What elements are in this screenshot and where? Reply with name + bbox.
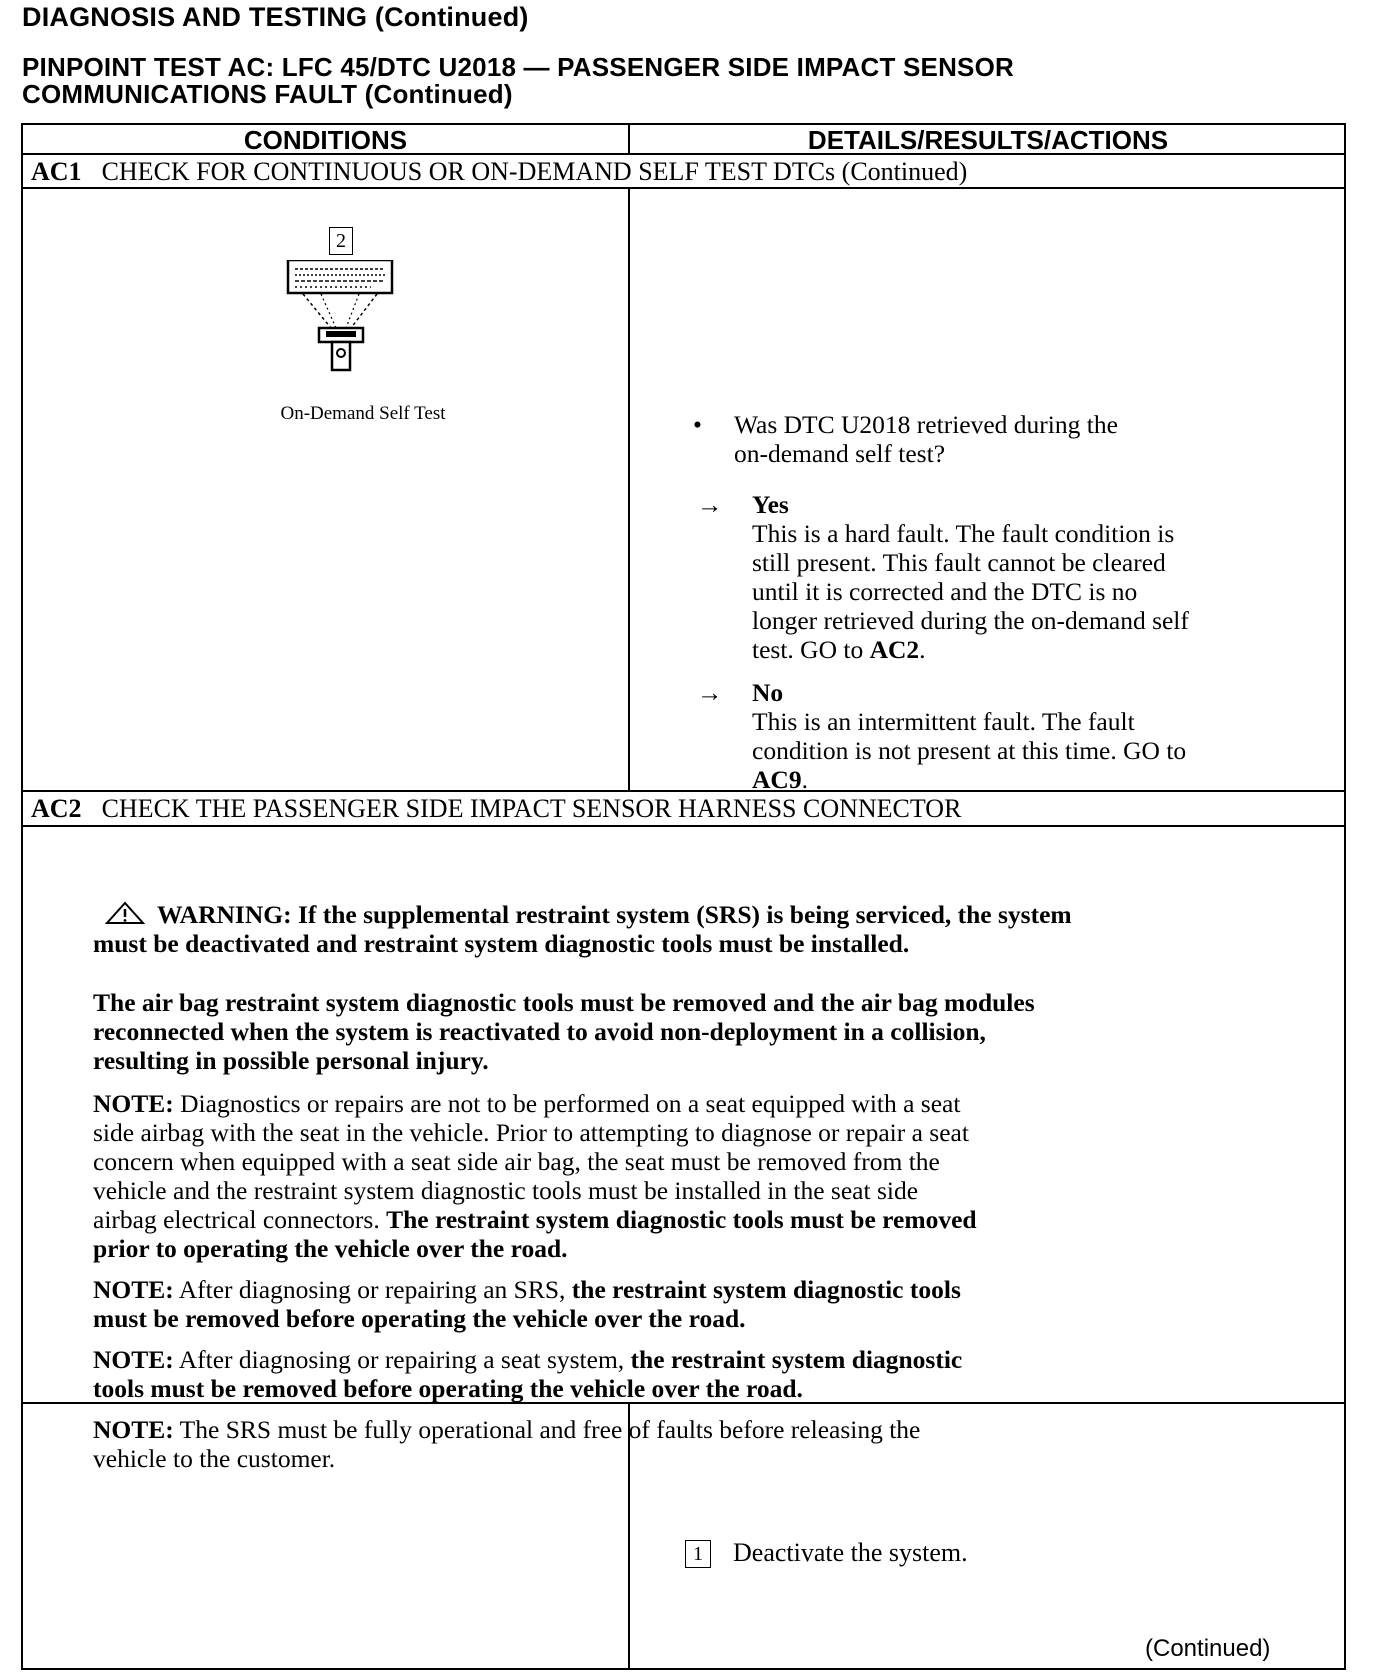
note4-line2: vehicle to the customer. xyxy=(93,1444,336,1473)
warning-triangle-icon xyxy=(105,901,145,925)
warning-paragraph-1 xyxy=(93,900,1303,958)
note1-line2: side airbag with the seat in the vehicle. Prior to attempting to diagnose or repair a seat xyxy=(93,1118,969,1147)
deactivate-step-text: Deactivate the system. xyxy=(733,1538,968,1567)
ac2-title-divider xyxy=(23,825,1344,827)
note4-line1: The SRS must be fully operational and free of faults before releasing the xyxy=(173,1415,921,1444)
note-label: NOTE: xyxy=(93,1275,174,1304)
bullet-icon: • xyxy=(693,410,702,439)
yes-line5-end: . xyxy=(919,635,926,664)
yes-line5 xyxy=(752,635,1189,664)
connection-line xyxy=(346,294,359,328)
ac1-step-title xyxy=(31,157,967,187)
ac1-question-line1: Was DTC U2018 retrieved during the xyxy=(734,410,1118,439)
note-3 xyxy=(93,1345,1303,1403)
note3-text: After diagnosing or repairing a seat system, xyxy=(173,1345,631,1374)
note2-bold-line1: the restraint system diagnostic tools xyxy=(571,1275,961,1304)
ac2-step-title-text: CHECK THE PASSENGER SIDE IMPACT SENSOR HARNESS CONNECTOR xyxy=(101,794,962,823)
warning2-line2: reconnected when the system is reactivated to avoid non-deployment in a collision, xyxy=(93,1017,986,1046)
note-2 xyxy=(93,1275,1303,1333)
pinpoint-test-title-line2: COMMUNICATIONS FAULT (Continued) xyxy=(22,79,513,109)
scan-tool-screen xyxy=(288,260,392,293)
no-goto-link[interactable]: AC9 xyxy=(752,765,802,794)
yes-line3: until it is corrected and the DTC is no xyxy=(752,577,1138,606)
warning-paragraph-2 xyxy=(93,988,1303,1075)
arrow-right-icon: → xyxy=(697,678,723,707)
warning2-line1: The air bag restraint system diagnostic tools must be removed and the air bag modules xyxy=(93,988,1035,1017)
yes-line1: This is a hard fault. The fault condition is xyxy=(752,519,1175,548)
conditions-column-header: CONDITIONS xyxy=(243,125,408,155)
note-label: NOTE: xyxy=(93,1345,174,1374)
callout-number-2: 2 xyxy=(329,227,353,255)
connection-line xyxy=(321,294,336,328)
scan-tool-button xyxy=(337,349,345,357)
no-line3 xyxy=(752,765,1186,794)
figure-caption: On-Demand Self Test xyxy=(280,403,446,424)
no-line2: condition is not present at this time. GO to xyxy=(752,736,1187,765)
note-label: NOTE: xyxy=(93,1415,174,1444)
ac1-step-title-text: CHECK FOR CONTINUOUS OR ON-DEMAND SELF TEST DTCs (Continued) xyxy=(101,157,968,186)
connection-line xyxy=(351,294,377,328)
warning2-line3: resulting in possible personal injury. xyxy=(93,1046,489,1075)
no-line1: This is an intermittent fault. The fault xyxy=(752,707,1135,736)
yes-line2: still present. This fault cannot be cleared xyxy=(752,548,1166,577)
note-1 xyxy=(93,1089,1303,1263)
scan-tool-display xyxy=(326,331,356,337)
ac2-step-title xyxy=(31,794,961,824)
warning-line1: WARNING: If the supplemental restraint system (SRS) is being serviced, the system xyxy=(157,900,1072,929)
ac2-step-code: AC2 xyxy=(31,794,82,823)
note1-bold-line6: prior to operating the vehicle over the road. xyxy=(93,1234,568,1263)
yes-line4: longer retrieved during the on-demand self xyxy=(752,606,1189,635)
connection-line xyxy=(303,294,331,328)
no-label: No xyxy=(752,678,784,707)
yes-label: Yes xyxy=(752,490,789,519)
yes-goto-link[interactable]: AC2 xyxy=(869,635,920,664)
arrow-right-icon: → xyxy=(697,490,723,519)
note1-line5: airbag electrical connectors. xyxy=(93,1205,387,1234)
pinpoint-test-title-line1: PINPOINT TEST AC: LFC 45/DTC U2018 — PASSENGER SIDE IMPACT SENSOR xyxy=(22,52,1014,82)
warning-line2: must be deactivated and restraint system diagnostic tools must be installed. xyxy=(93,929,910,958)
note1-line1: Diagnostics or repairs are not to be performed on a seat equipped with a seat xyxy=(173,1089,961,1118)
note-label: NOTE: xyxy=(93,1089,174,1118)
note1-line3: concern when equipped with a seat side air bag, the seat must be removed from the xyxy=(93,1147,940,1176)
note3-bold-line2: tools must be removed before operating the vehicle over the road. xyxy=(93,1374,803,1403)
note2-text: After diagnosing or repairing an SRS, xyxy=(173,1275,572,1304)
note2-bold-line2: must be removed before operating the vehicle over the road. xyxy=(93,1304,746,1333)
ac2-warnings-notes xyxy=(93,900,1303,1485)
page-heading: DIAGNOSIS AND TESTING (Continued) xyxy=(22,2,529,32)
no-line3-end: . xyxy=(801,765,808,794)
pinpoint-test-title xyxy=(22,54,1014,108)
ac1-column-divider xyxy=(628,187,630,790)
scan-tool-icon xyxy=(281,260,401,380)
yes-line5-text: test. GO to xyxy=(752,635,870,664)
ac1-title-divider xyxy=(23,187,1344,189)
details-column-header: DETAILS/RESULTS/ACTIONS xyxy=(807,125,1169,155)
note1-bold-line5: The restraint system diagnostic tools must be removed xyxy=(386,1205,977,1234)
note3-bold-line1: the restraint system diagnostic xyxy=(630,1345,963,1374)
note-4 xyxy=(93,1415,1303,1473)
ac1-step-code: AC1 xyxy=(31,157,82,186)
ac1-question-line2: on-demand self test? xyxy=(734,439,946,468)
continued-footer: (Continued) xyxy=(1145,1635,1271,1662)
step-number-1: 1 xyxy=(685,1540,711,1568)
note1-line4: vehicle and the restraint system diagnostic tools must be installed in the seat side xyxy=(93,1176,919,1205)
